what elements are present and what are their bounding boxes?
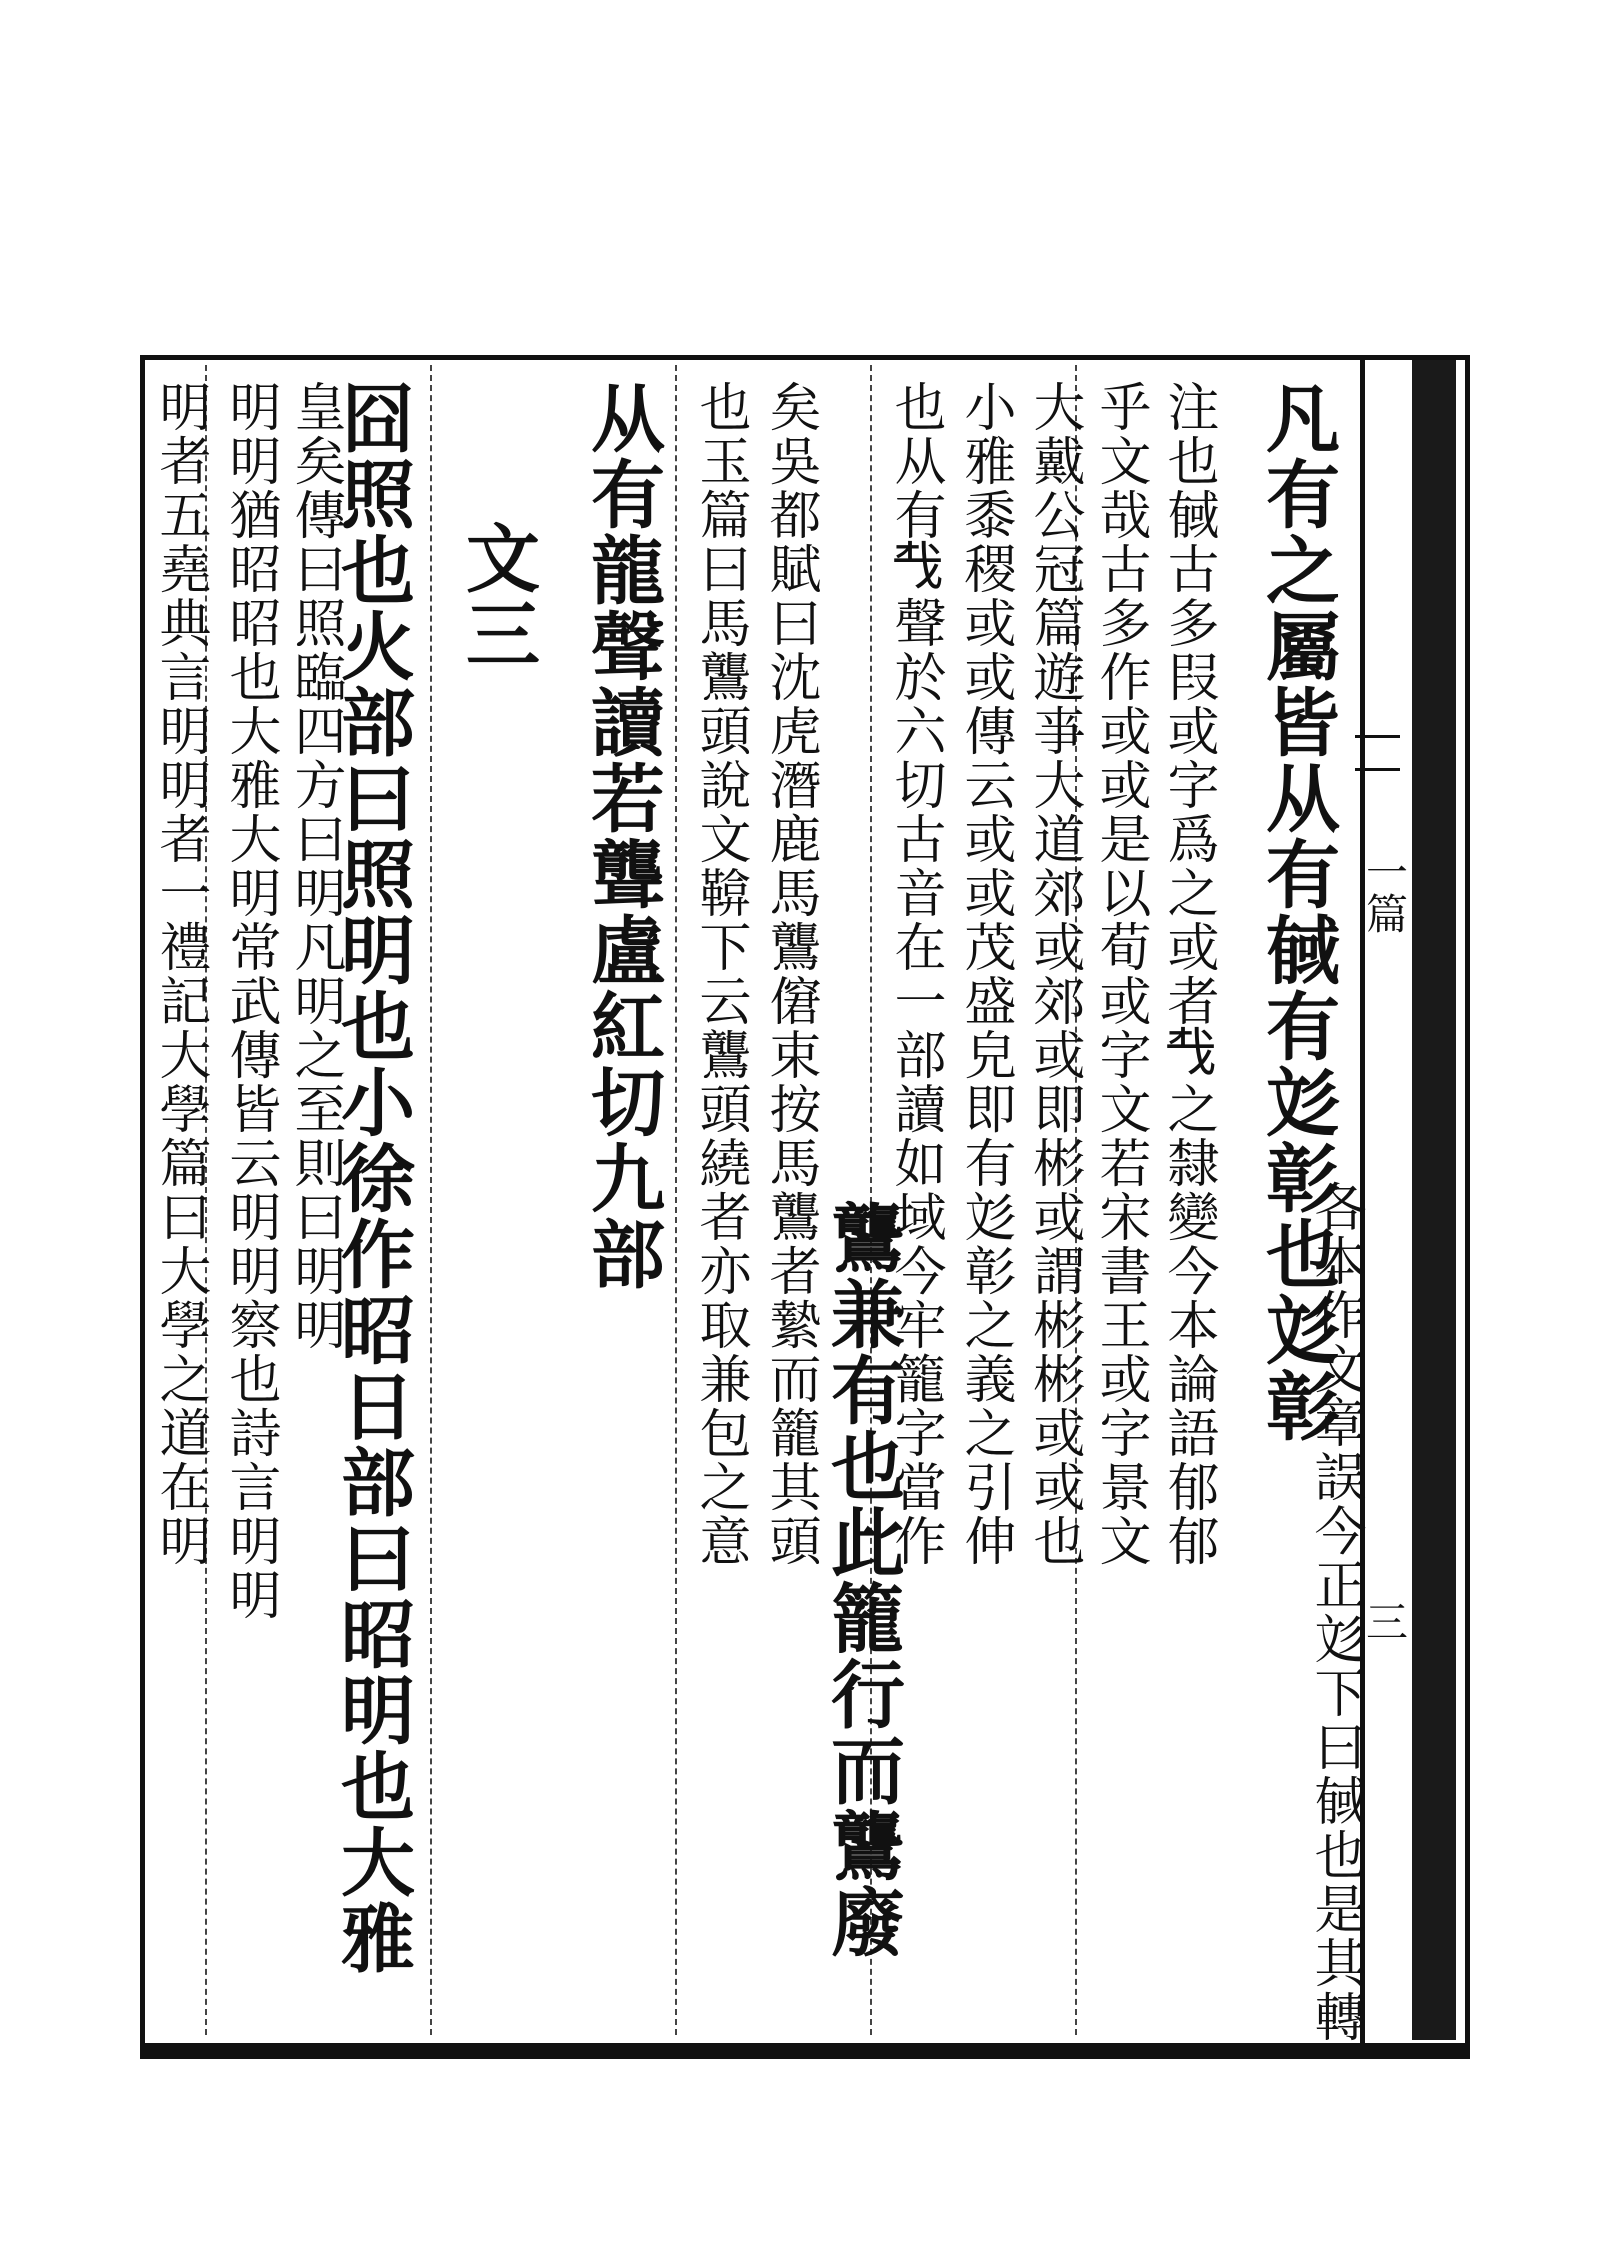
text-column-7: 也从有𢦔聲於六切古音在一部讀如域今牢籠字當作 — [885, 380, 945, 1568]
text-column-6: 小雅黍稷或或傳云或或茂盛皃即有彣彰之義之引伸 — [955, 380, 1015, 1568]
text-column-2b: 各本作文章誤今正彣下曰戫也是其轉 — [1305, 1180, 1365, 2044]
spine-fishtail-mark — [1355, 735, 1400, 771]
text-column-8: 鸗兼有也此籠行而鸗廢 — [819, 1200, 905, 1960]
frame-bottom-bar — [140, 2043, 1470, 2059]
text-column-3: 注也戫古多叚或字爲之或者𢦔之隸變今本論語郁郁 — [1158, 380, 1218, 1568]
text-column-10: 也玉篇曰馬鸗頭說文鞥下云鸗頭繞者亦取兼包之意 — [690, 380, 750, 1568]
column-divider — [430, 365, 432, 2035]
spine-page-number: 三 — [1360, 1600, 1409, 1642]
text-column-14: 皇矣傳曰照臨四方曰明凡明之至則曰明明 — [285, 380, 345, 1352]
text-column-9: 矣吳都賦曰沈虎潛鹿馬鸗僒束按馬鸗者縶而籠其頭 — [760, 380, 820, 1568]
text-column-13: 囧照也火部曰照明也小徐作昭日部曰昭明也大雅 — [329, 380, 415, 1976]
column-divider — [675, 365, 677, 2035]
text-column-1: 凡有之屬皆从有戫有彣彰也彣彰 — [1254, 380, 1340, 1444]
text-column-15: 明明猶昭昭也大雅大明常武傳皆云明明察也詩言明明 — [220, 380, 280, 1622]
spine-title: 一篇 — [1360, 850, 1409, 934]
text-column-12: 文三 — [454, 520, 540, 672]
text-column-11: 从有龍聲讀若聾盧紅切九部 — [579, 380, 665, 1292]
text-column-4: 乎文哉古多作或或是以荀或字文若宋書王或字景文 — [1090, 380, 1150, 1568]
spine-black-band — [1412, 360, 1456, 2040]
text-column-5: 大戴公冠篇遊亊大道郊或郊或即彬或謂彬彬或或也 — [1024, 380, 1084, 1568]
text-column-16: 明者五堯典言明明者一禮記大學篇曰大學之道在明 — [150, 380, 210, 1568]
